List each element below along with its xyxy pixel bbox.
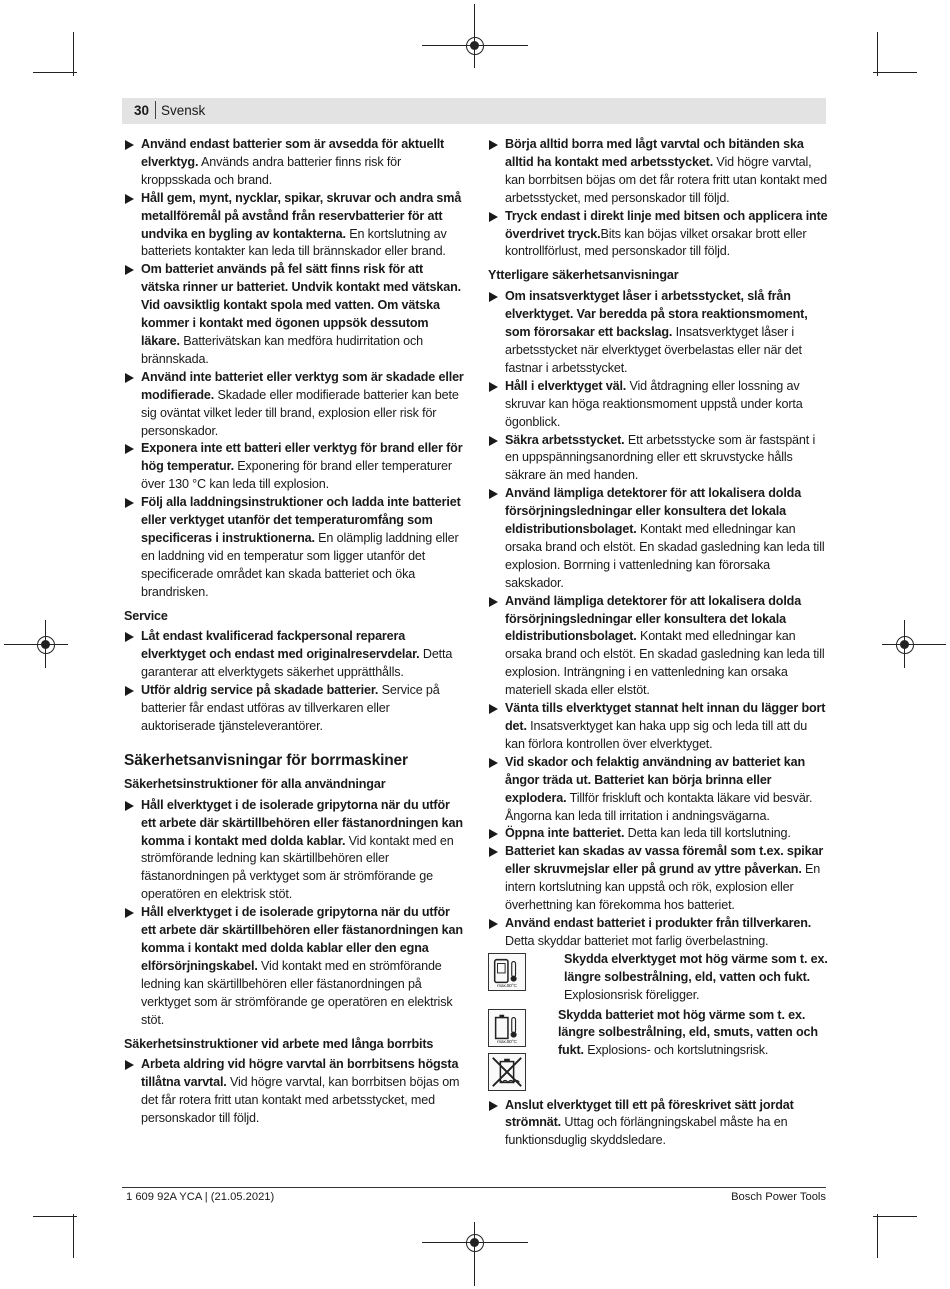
bullet-bold-text: Säkra arbetsstycket. [505,432,625,447]
bullet-arrow-icon [489,704,498,714]
right-column [488,136,828,1150]
bullet-arrow-icon [489,382,498,392]
bullet-bold-text: Vid skador och felaktig användning av batteriet kan ångor träda ut. Batteriet kan börja brinna eller explodera. [505,754,806,805]
bullet-bold-text: Vänta tills elverktyget stannat helt innan du lägger bort det. [505,701,826,733]
bullet-bold-text: Exponera inte ett batteri eller verktyg för brand eller för hög temperatur. [141,441,463,474]
bullet-bold-text: Håll elverktyget i de isolerade gripytorna när du utför ett arbete där skärtillbehören eller fästanordningen kan komma i kontakt med dolda kablar eller den egna elförsörjningskabel. [141,905,463,973]
svg-text:max.50°C: max.50°C [497,983,517,989]
crop-mark [33,72,77,73]
bullet-bold-text: Öppna inte batteriet. [505,826,625,841]
bullet-arrow-icon [489,829,498,839]
bullet-item [124,190,464,262]
crop-mark [873,72,917,73]
bullet-arrow-icon [489,847,498,857]
bullet-body-text: Vid åtdragning eller lossning av skruvar kan höga reaktionsmoment uppstå under korta ögonblick. [505,378,803,429]
bullet-body-text: Uttag och förlängningskabel måste ha en funktionsduglig skyddsledare. [505,1115,788,1148]
registration-line [474,1222,475,1286]
registration-mark-left [37,636,55,654]
crop-mark [73,32,74,76]
warning-body-text: Explosions- och kortslutningsrisk. [583,1043,769,1058]
crop-mark [877,1214,878,1258]
bullet-item [488,136,828,208]
bullet-bold-text: Anslut elverktyget till ett på föreskrivet sätt jordat strömnät. [505,1097,794,1130]
bullet-arrow-icon [125,194,134,204]
bullet-arrow-icon [489,140,498,150]
bullet-bold-text: Använd lämpliga detektorer för att lokalisera dolda försörjningsledningar eller konsultera det lokala eldistributionsbolaget. [505,486,802,537]
bullet-arrow-icon [125,265,134,275]
crop-mark [877,32,878,76]
bullet-item [124,904,464,1029]
bullet-bold-text: Använd endast batteriet i produkter från tillverkaren. [505,915,812,930]
subheading: Service [124,608,168,623]
bullet-bold-text: Håll i elverktyget väl. [505,378,627,393]
footer-brand: Bosch Power Tools [731,1191,826,1203]
bullet-bold-text: Tryck endast i direkt linje med bitsen och applicera inte överdrivet tryck. [505,208,828,241]
subheading: Säkerhetsinstruktioner för alla användningar [124,776,386,791]
page-header [122,98,826,124]
bullet-body-text: Tillför friskluft och kontakta läkare vid besvär. Ångorna kan leda till irritation i andningsvägarna. [505,790,813,823]
bullet-arrow-icon [489,758,498,768]
bullet-arrow-icon [125,140,134,150]
battery-heat-warning-icon [488,1009,526,1047]
left-column [124,136,464,1128]
bullet-bold-text: Om insatsverktyget låser i arbetsstycket, slå från elverktyget. Var beredda på stora reaktionsmoment, som förorsakar ett backslag. [505,289,808,340]
bullet-item [488,825,828,843]
subheading: Ytterligare säkerhetsanvisningar [488,268,679,283]
footer-rule [122,1187,826,1188]
bullet-item [488,915,828,951]
bullet-item [488,208,828,262]
bullet-item [488,1097,828,1151]
bullet-body-text: Vid högre varvtal, kan borrbitsen böjas om det får rotera fritt utan kontakt med arbetsstycket, med personskador till följd. [505,154,827,205]
bullet-body-text: Kontakt med elledningar kan orsaka brand och elstöt. En skadad gasledning kan leda till explosion. Inträngning i en vattenledning kan orsaka materiell skada eller elstöt. [505,629,825,698]
bullet-arrow-icon [489,212,498,222]
battery-no-water-icon [488,1053,526,1091]
bullet-item [124,628,464,682]
bullet-arrow-icon [489,597,498,607]
bullet-body-text: Detta kan leda till kortslutning. [624,826,791,841]
bullet-bold-text: Börja alltid borra med lågt varvtal och bitänden ska alltid ha kontakt med arbetsstycket. [505,137,804,169]
bullet-bold-text: Håll elverktyget i de isolerade gripytorna när du utför ett arbete där skärtillbehören eller fästanordningen kan komma i kontakt med dolda kablar. [141,797,463,848]
bullet-item [124,261,464,368]
bullet-item [488,378,828,432]
header-divider [155,101,156,119]
warning-icon-row [488,1007,828,1095]
bullet-item [488,700,828,754]
bullet-body-text: Vid kontakt med en strömförande ledning kan skärtillbehören eller fästanordningen på verktyget som är strömförande ge operatören en elektrisk stöt. [141,833,454,902]
bullet-bold-text: Använd inte batteriet eller verktyg som är skadade eller modifierade. [141,369,464,402]
bullet-arrow-icon [489,436,498,446]
registration-mark-bottom [466,1234,484,1252]
bullet-item [124,494,464,601]
registration-line [4,644,68,645]
registration-line [474,4,475,68]
bullet-body-text: Service på batterier får endast utföras av tillverkaren eller auktoriserade tjänsteleverantörer. [141,683,440,733]
bullet-arrow-icon [125,908,134,918]
bullet-body-text: Detta garanterar att elverktygets säkerhet upprätthålls. [141,647,453,680]
bullet-body-text: Insatsverktyget låser i arbetsstycket när elverktyget överbelastas eller när det fastnar i arbetsstycket. [505,325,802,375]
bullet-arrow-icon [125,632,134,642]
bullet-item [488,593,828,700]
header-language: Svensk [161,103,206,118]
bullet-item [488,754,828,826]
bullet-item [124,369,464,441]
bullet-item [124,682,464,736]
bullet-body-text: Batterivätskan kan medföra hudirritation och brännskada. [141,333,424,366]
registration-line [882,644,946,645]
page-number: 30 [134,103,150,118]
crop-mark [873,1216,917,1217]
warning-text [488,1007,828,1061]
bullet-bold-text: Utför aldrig service på skadade batterier. [141,683,379,698]
bullet-arrow-icon [489,919,498,929]
subheading: Säkerhetsinstruktioner vid arbete med långa borrbits [124,1036,434,1051]
bullet-body-text: Vid kontakt med en strömförande ledning kan skärtillbehören eller fästanordningen på verktyget som är strömförande ge operatören en elektrisk stöt. [141,958,453,1027]
registration-mark-top [466,37,484,55]
bullet-item [124,797,464,904]
crop-mark [73,1214,74,1258]
bullet-item [124,440,464,494]
bullet-bold-text: Följ alla laddningsinstruktioner och ladda inte batteriet eller verktyget utanför det temperaturomfång som specificeras i instruktionerna. [141,495,461,545]
bullet-item [124,136,464,190]
bullet-body-text: En kortslutning av batteriets kontakter kan leda till brännskador eller brand. [141,226,447,259]
bullet-arrow-icon [125,801,134,811]
warning-text [488,951,828,1005]
bullet-arrow-icon [125,444,134,454]
footer-document-id: 1 609 92A YCA | (21.05.2021) [126,1191,275,1203]
bullet-item [488,843,828,915]
bullet-bold-text: Använd endast batterier som är avsedda för aktuellt elverktyg. [141,137,445,169]
bullet-bold-text: Använd lämpliga detektorer för att lokalisera dolda försörjningsledningar eller konsultera det lokala eldistributionsbolaget. [505,593,802,644]
bullet-arrow-icon [489,292,498,302]
bullet-bold-text: Håll gem, mynt, nycklar, spikar, skruvar och andra små metallföremål på avstånd från reservbatterier för att undvika en bygling av kontakterna. [141,190,462,241]
bullet-arrow-icon [125,686,134,696]
bullet-body-text: Ett arbetsstycke som är fastspänt i en uppspänningsanordning eller ett skruvstycke hålls säkrare än med handen. [505,432,816,483]
warning-icon-row [488,951,828,1005]
warning-bold-text: Skydda batteriet mot hög värme som t. ex. längre solbestrålning, eld, smuts, vatten och fukt. [558,1007,818,1058]
bullet-arrow-icon [125,373,134,383]
registration-mark-right [896,636,914,654]
bullet-arrow-icon [125,498,134,508]
bullet-item [488,432,828,486]
bullet-bold-text: Om batteriet används på fel sätt finns risk för att vätska rinner ur batteriet. Undvik kontakt med vätskan. Vid oavsiktlig kontakt spola med vatten. Om vätska kommer i kontakt med ögonen uppsök dessutom läkare. [141,262,461,348]
bullet-body-text: En intern kortslutning kan uppstå och rök, explosion eller överhettning kan förekomma hos batteriet. [505,862,821,913]
bullet-item [488,288,828,378]
bullet-body-text: Vid högre varvtal, kan borrbitsen böjas om det får rotera fritt utan kontakt med arbetsstycket, med personskador till följd. [141,1075,460,1126]
bullet-body-text: Skadade eller modifierade batterier kan bete sig oväntat vilket leder till brand, explosion eller risk för personskador. [141,387,459,438]
bullet-body-text: Används andra batterier finns risk för kroppsskada och brand. [141,154,402,187]
bullet-body-text: En olämplig laddning eller en laddning vid en temperatur som ligger utanför det specificerade området kan skada batteriet och öka brandrisken. [141,530,459,599]
svg-text:max.50°C: max.50°C [497,1039,517,1045]
bullet-body-text: Kontakt med elledningar kan orsaka brand och elstöt. En skadad gasledning kan leda till explosion. Borrning i vattenledning kan förorsaka sakskador. [505,522,825,590]
bullet-bold-text: Låt endast kvalificerad fackpersonal reparera elverktyget och endast med originalreservdelar. [141,629,420,662]
crop-mark [33,1216,77,1217]
bullet-body-text: Insatsverktyget kan haka upp sig och leda till att du kan förlora kontrollen över elverktyget. [505,719,808,751]
bullet-item [488,485,828,592]
tool-heat-warning-icon [488,953,526,991]
bullet-bold-text: Batteriet kan skadas av vassa föremål som t.ex. spikar eller skruvmejslar eller på grund av yttre påverkan. [505,844,824,877]
bullet-bold-text: Arbeta aldring vid högre varvtal än borrbitsens högsta tillåtna varvtal. [141,1057,459,1090]
warning-body-text: Explosionsrisk föreligger. [564,987,700,1002]
bullet-body-text: Bits kan böjas vilket orsakar brott eller kontrollförlust, med personskador till följd. [505,226,807,259]
bullet-arrow-icon [489,489,498,499]
bullet-arrow-icon [125,1060,134,1070]
bullet-arrow-icon [489,1101,498,1111]
warning-bold-text: Skydda elverktyget mot hög värme som t. ex. längre solbestrålning, eld, vatten och fukt. [564,951,828,984]
bullet-item [124,1056,464,1128]
section-heading: Säkerhetsanvisningar för borrmaskiner [124,751,408,769]
bullet-body-text: Exponering för brand eller temperaturer över 130 °C kan leda till explosion. [141,459,452,492]
bullet-body-text: Detta skyddar batteriet mot farlig överbelastning. [505,933,769,948]
